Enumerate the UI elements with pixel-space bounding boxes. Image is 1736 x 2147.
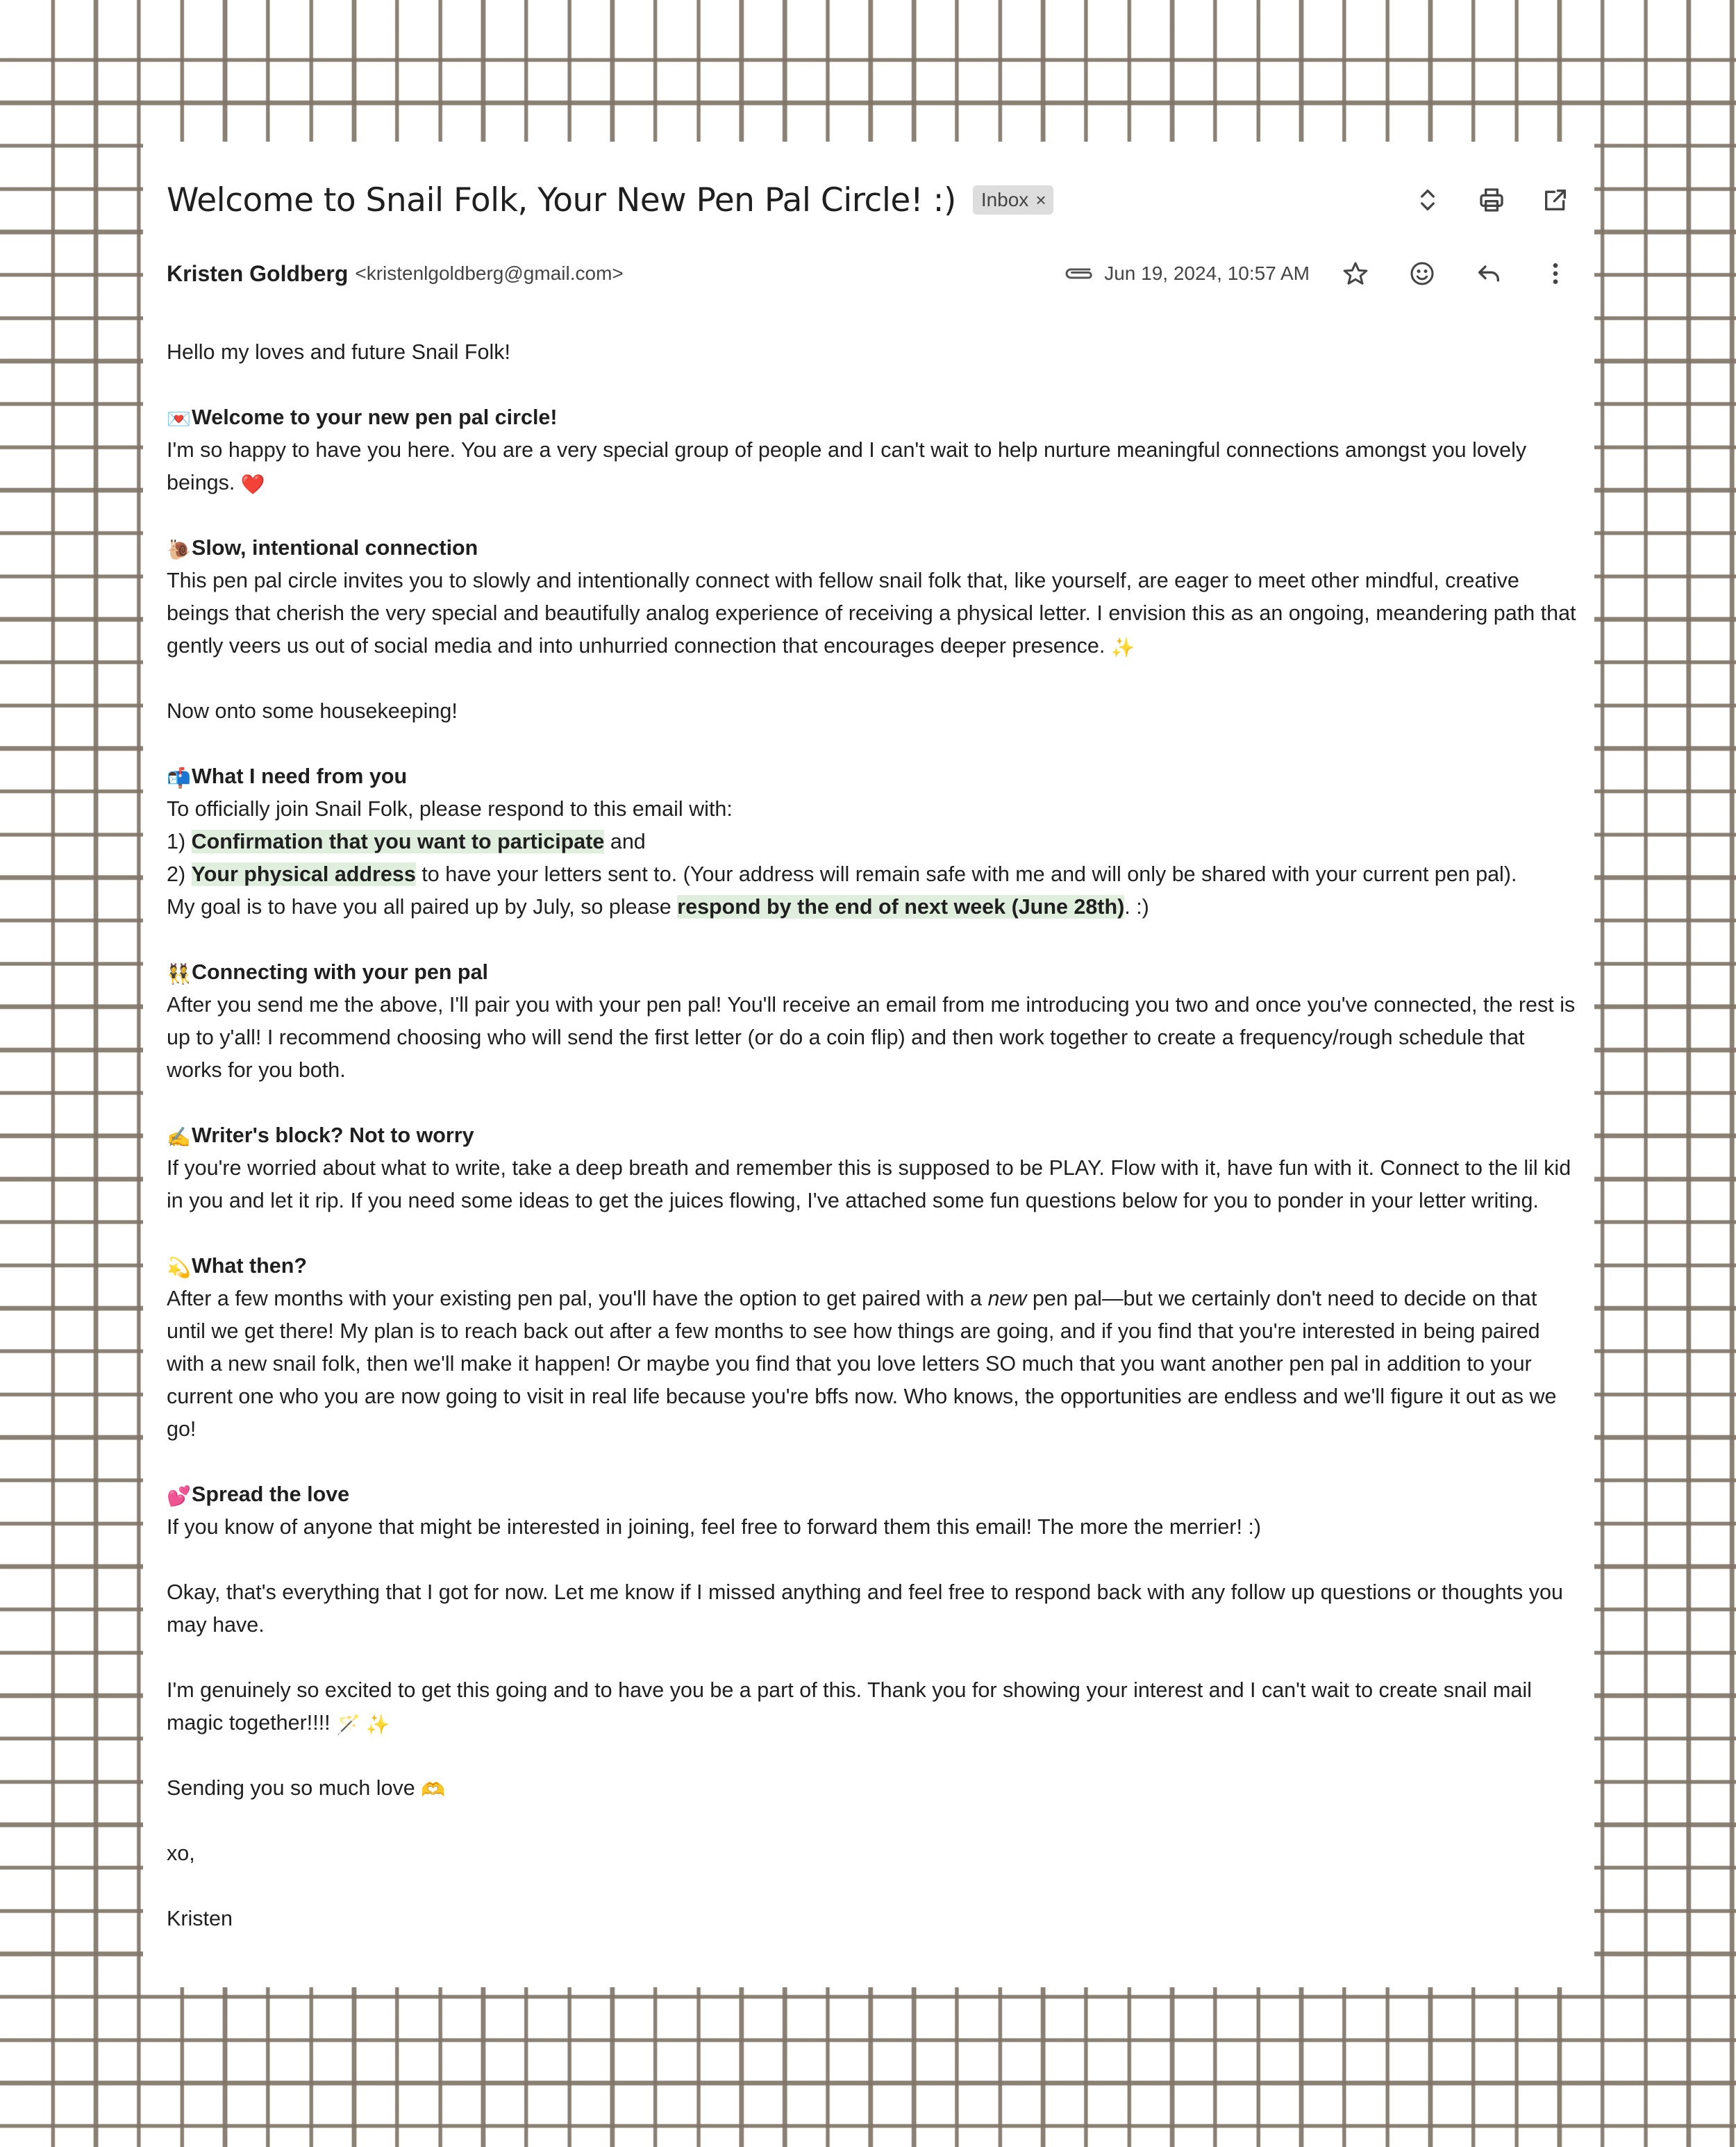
excited-paragraph: [167, 1674, 1580, 1739]
red-heart-icon: ❤️: [240, 474, 265, 495]
item-text: to have your letters sent to. (Your address will remain safe with me and will only be shared with your current pen pal).: [422, 862, 1517, 886]
section-what-then: [167, 1250, 1580, 1446]
magic-wand-sparkles-icon: 🪄 ✨: [336, 1714, 390, 1735]
section-welcome: [167, 401, 1580, 499]
section-text-cont: pen pal—but we certainly don't need to decide on that until we get there! My plan is to reach back out after a few months to see how things are going, and if you find that you're interested in being paired with a new snail folk, then we'll make it happen! Or maybe you find that you love letters SO much that you want another pen pal in addition to your current one who you are now going to visit in real life because you're bffs now. Who knows, the opportunities are endless and we'll figure it out as we go!: [167, 1287, 1557, 1441]
love-text: Sending you so much love: [167, 1776, 415, 1800]
section-connecting: [167, 956, 1580, 1087]
section-title: Slow, intentional connection: [192, 536, 478, 560]
section-title: Spread the love: [192, 1482, 350, 1506]
signature: Kristen: [167, 1907, 233, 1930]
section-text: I'm so happy to have you here. You are a very special group of people and I can't wait to help nurture meaningful connections amongst you lovely beings.: [167, 438, 1527, 494]
people-icon: 👯: [167, 963, 191, 985]
sparkles-icon: ✨: [1110, 637, 1135, 658]
section-intro: To officially join Snail Folk, please respond to this email with:: [167, 797, 733, 821]
inbox-label: Inbox: [980, 189, 1029, 210]
unfold-icon[interactable]: [1412, 185, 1443, 215]
goal-text: My goal is to have you all paired up by July, so please: [167, 895, 671, 919]
love-letter-icon: 💌: [167, 408, 191, 430]
closing-paragraph: Okay, that's everything that I got for now. Let me know if I missed anything and feel free to respond back with any follow up questions or thoughts you may have.: [167, 1580, 1563, 1637]
two-hearts-icon: 💕: [167, 1485, 191, 1507]
paperclip-icon: [1062, 263, 1096, 284]
message-date: Jun 19, 2024, 10:57 AM: [1104, 262, 1310, 284]
housekeeping-line: Now onto some housekeeping!: [167, 699, 458, 723]
emphasis-new: new: [987, 1287, 1027, 1310]
message-actions: [1340, 258, 1571, 289]
highlight-deadline: respond by the end of next week (June 28th): [677, 895, 1125, 919]
section-text: This pen pal circle invites you to slowly and intentionally connect with fellow snail folk that, like yourself, are eager to meet other mindful, creative beings that cherish the very special and beautifully analog experience of receiving a physical letter. I envision this as an ongoing, meandering path that gently veers us out of social media and into unhurried connection that encourages deeper presence.: [167, 569, 1576, 658]
section-slow-connection: [167, 532, 1580, 662]
remove-label-icon[interactable]: ×: [1035, 189, 1046, 210]
sender-email: <kristenlgoldberg@gmail.com>: [355, 262, 624, 284]
top-actions: [1412, 185, 1571, 215]
reply-icon[interactable]: [1474, 258, 1504, 289]
snail-icon: 🐌: [167, 539, 191, 560]
email-card: [143, 142, 1594, 1987]
item-text: and: [610, 830, 646, 853]
goal-end: . :): [1124, 895, 1149, 919]
section-title: Welcome to your new pen pal circle!: [192, 406, 558, 429]
section-title: What then?: [192, 1254, 308, 1278]
greeting: Hello my loves and future Snail Folk!: [167, 340, 510, 364]
mailbox-icon: 📬: [167, 767, 191, 789]
dizzy-icon: 💫: [167, 1257, 191, 1278]
sender-row: [167, 253, 1571, 294]
section-title: Connecting with your pen pal: [192, 960, 488, 984]
section-title: Writer's block? Not to worry: [192, 1123, 474, 1147]
item-number: 2): [167, 862, 186, 886]
section-what-i-need: [167, 760, 1580, 924]
highlight-confirmation: Confirmation that you want to participate: [191, 830, 605, 853]
star-icon[interactable]: [1340, 258, 1371, 289]
xo-line: xo,: [167, 1841, 195, 1865]
item-number: 1): [167, 830, 186, 853]
section-writers-block: [167, 1119, 1580, 1217]
message-meta: [1062, 258, 1571, 289]
open-in-new-window-icon[interactable]: [1540, 185, 1571, 215]
section-text: If you know of anyone that might be interested in joining, feel free to forward them this email! The more the merrier! :): [167, 1515, 1262, 1539]
highlight-address: Your physical address: [191, 862, 416, 886]
inbox-label-chip[interactable]: [973, 185, 1053, 215]
smiley-icon[interactable]: [1407, 258, 1437, 289]
more-vertical-icon[interactable]: [1540, 258, 1571, 289]
section-text: If you're worried about what to write, take a deep breath and remember this is supposed to be PLAY. Flow with it, have fun with it. Connect to the lil kid in you and let it rip. If you need some ideas to get the juices flowing, I've attached some fun questions below for you to ponder in your letter writing.: [167, 1156, 1571, 1212]
sender-name[interactable]: Kristen Goldberg: [167, 260, 349, 286]
printer-icon[interactable]: [1476, 185, 1507, 215]
writing-hand-icon: ✍️: [167, 1126, 191, 1148]
subject-row: [167, 175, 1571, 225]
section-title: What I need from you: [192, 765, 408, 788]
section-text: After a few months with your existing pen pal, you'll have the option to get paired with a: [167, 1287, 982, 1310]
excited-text: I'm genuinely so excited to get this going and to have you be a part of this. Thank you for showing your interest and I can't wait to create snail mail magic together!!!!: [167, 1678, 1532, 1735]
email-subject: Welcome to Snail Folk, Your New Pen Pal Circle! :): [167, 181, 956, 219]
love-line: [167, 1772, 1580, 1805]
email-body: [167, 336, 1580, 1968]
section-spread-love: [167, 1478, 1580, 1544]
section-text: After you send me the above, I'll pair you with your pen pal! You'll receive an email from me introducing you two and once you've connected, the rest is up to y'all! I recommend choosing who will send the first letter (or do a coin flip) and then work together to create a frequency/rough schedule that works for you both.: [167, 993, 1576, 1082]
heart-hands-icon: 🫶: [421, 1779, 446, 1801]
